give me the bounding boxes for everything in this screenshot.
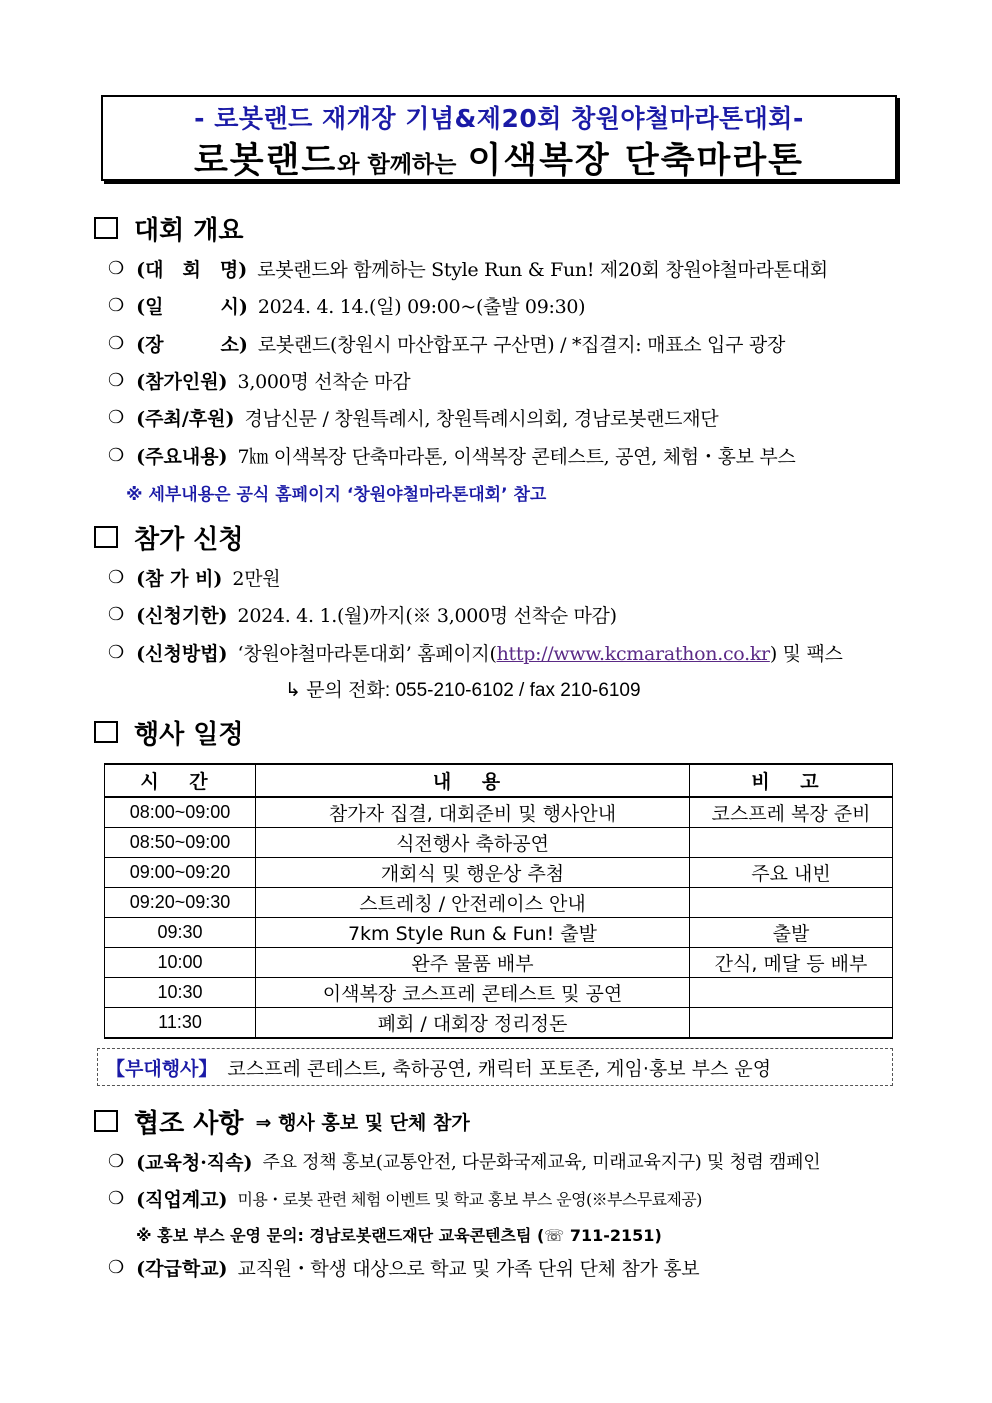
table-row bbox=[105, 858, 893, 888]
side-event-value: 코스프레 콘테스트, 축하공연, 캐릭터 포토존, 게임·홍보 부스 운영 bbox=[227, 1057, 772, 1080]
row-value: 경남신문 / 창원특례시, 창원특례시의회, 경남로봇랜드재단 bbox=[244, 407, 719, 430]
circle-bullet-icon: ❍ bbox=[108, 332, 125, 354]
row-label: (교육청·직속) bbox=[136, 1151, 253, 1174]
overview-row-participants bbox=[108, 365, 410, 395]
apply-row-deadline bbox=[108, 599, 617, 629]
title-box bbox=[101, 95, 897, 181]
apply-row-fee bbox=[108, 562, 280, 592]
cell-time: 10:00 bbox=[105, 948, 256, 978]
cell-time: 08:50~09:00 bbox=[105, 828, 256, 858]
coop-row-education bbox=[108, 1146, 820, 1176]
overview-row-place bbox=[108, 328, 785, 358]
cell-note bbox=[690, 1008, 893, 1039]
method-text-b: ) 및 팩스 bbox=[769, 642, 843, 665]
table-row bbox=[105, 918, 893, 948]
row-label: (신청기한) bbox=[136, 604, 228, 627]
row-label: (직업계고) bbox=[136, 1188, 228, 1211]
section-schedule-heading bbox=[94, 716, 244, 748]
section-schedule-title: 행사 일정 bbox=[134, 719, 244, 750]
row-value: 로봇랜드(창원시 마산합포구 구산면) / *집결지: 매표소 입구 광장 bbox=[257, 333, 786, 356]
cell-content: 개회식 및 행운상 추첨 bbox=[256, 858, 690, 888]
circle-bullet-icon: ❍ bbox=[108, 641, 125, 663]
row-value: 2만원 bbox=[232, 567, 281, 590]
row-value: 주요 정책 홍보(교통안전, 다문화국제교육, 미래교육지구) 및 청렴 캠페인 bbox=[262, 1152, 821, 1173]
cell-content: 폐회 / 대회장 정리정돈 bbox=[256, 1008, 690, 1039]
row-label: (주요내용) bbox=[136, 445, 228, 468]
schedule-table bbox=[104, 763, 893, 1039]
table-header-row bbox=[105, 764, 893, 797]
side-event-label: 【부대행사】 bbox=[106, 1057, 218, 1080]
row-label: (대 회 명) bbox=[136, 258, 248, 281]
row-value: 2024. 4. 1.(월)까지(※ 3,000명 선착순 마감) bbox=[237, 604, 617, 627]
cell-time: 09:30 bbox=[105, 918, 256, 948]
circle-bullet-icon: ❍ bbox=[108, 1150, 125, 1172]
header-content: 내 용 bbox=[256, 764, 690, 797]
table-row bbox=[105, 828, 893, 858]
circle-bullet-icon: ❍ bbox=[108, 406, 125, 428]
section-apply-heading bbox=[94, 521, 244, 553]
circle-bullet-icon: ❍ bbox=[108, 603, 125, 625]
table-row bbox=[105, 978, 893, 1008]
cell-time: 10:30 bbox=[105, 978, 256, 1008]
row-value: 미용・로봇 관련 체험 이벤트 및 학교 홍보 부스 운영(※부스무료제공) bbox=[237, 1189, 702, 1209]
row-label: (주최/후원) bbox=[136, 407, 235, 430]
section-coop-heading bbox=[94, 1105, 470, 1137]
apply-contact-note: ↳ 문의 전화: 055-210-6102 / fax 210-6109 bbox=[285, 680, 641, 701]
checkbox-square-icon bbox=[94, 721, 118, 743]
row-value: 7㎞ 이색복장 단축마라톤, 이색복장 콘테스트, 공연, 체험・홍보 부스 bbox=[237, 445, 796, 468]
cell-content: 참가자 집결, 대회준비 및 행사안내 bbox=[256, 797, 690, 828]
overview-row-host bbox=[108, 402, 718, 432]
checkbox-square-icon bbox=[94, 1110, 118, 1132]
method-text-a: ‘창원야철마라톤대회’ 홈페이지( bbox=[237, 642, 497, 665]
section-coop-title: 협조 사항 bbox=[134, 1108, 244, 1139]
overview-note: ※ 세부내용은 공식 홈페이지 ‘창원야철마라톤대회’ 참고 bbox=[126, 485, 547, 505]
overview-row-content bbox=[108, 440, 795, 470]
table-row bbox=[105, 948, 893, 978]
apply-row-method bbox=[108, 637, 843, 667]
table-row bbox=[105, 1008, 893, 1039]
checkbox-square-icon bbox=[94, 526, 118, 548]
cell-content: 완주 물품 배부 bbox=[256, 948, 690, 978]
checkbox-square-icon bbox=[94, 217, 118, 239]
homepage-link[interactable]: http://www.kcmarathon.co.kr bbox=[496, 642, 770, 665]
title-main-robotland: 로봇랜드 bbox=[194, 141, 338, 181]
circle-bullet-icon: ❍ bbox=[108, 257, 125, 279]
circle-bullet-icon: ❍ bbox=[108, 294, 125, 316]
header-time: 시 간 bbox=[105, 764, 256, 797]
cell-content: 식전행사 축하공연 bbox=[256, 828, 690, 858]
row-value: 교직원・학생 대상으로 학교 및 가족 단위 단체 참가 홍보 bbox=[237, 1257, 700, 1280]
cell-note: 출발 bbox=[690, 918, 893, 948]
overview-row-name bbox=[108, 253, 828, 283]
circle-bullet-icon: ❍ bbox=[108, 444, 125, 466]
title-main bbox=[103, 133, 895, 183]
row-value: 로봇랜드와 함께하는 Style Run & Fun! 제20회 창원야철마라톤대회 bbox=[257, 258, 828, 281]
section-apply-title: 참가 신청 bbox=[134, 524, 244, 555]
circle-bullet-icon: ❍ bbox=[108, 1256, 125, 1278]
cell-content: 7km Style Run & Fun! 출발 bbox=[256, 918, 690, 948]
title-main-with: 와 함께하는 bbox=[337, 152, 457, 178]
cell-note: 주요 내빈 bbox=[690, 858, 893, 888]
cell-time: 09:00~09:20 bbox=[105, 858, 256, 888]
row-label: (일 시) bbox=[136, 295, 248, 318]
title-subheading: - 로봇랜드 재개장 기념&제20회 창원야철마라톤대회- bbox=[194, 104, 804, 133]
row-value: 3,000명 선착순 마감 bbox=[237, 370, 411, 393]
section-overview-heading bbox=[94, 212, 244, 244]
cell-note: 간식, 메달 등 배부 bbox=[690, 948, 893, 978]
row-label: (각급학교) bbox=[136, 1257, 228, 1280]
cell-note: 코스프레 복장 준비 bbox=[690, 797, 893, 828]
cell-note bbox=[690, 888, 893, 918]
cell-time: 11:30 bbox=[105, 1008, 256, 1039]
title-main-marathon: 이색복장 단축마라톤 bbox=[467, 141, 804, 181]
section-coop-subtitle: ⇒ 행사 홍보 및 단체 참가 bbox=[255, 1111, 470, 1134]
table-row bbox=[105, 797, 893, 828]
cell-time: 08:00~09:00 bbox=[105, 797, 256, 828]
row-label: (장 소) bbox=[136, 333, 248, 356]
header-note: 비 고 bbox=[690, 764, 893, 797]
coop-row-schools bbox=[108, 1252, 699, 1282]
row-label: (신청방법) bbox=[136, 642, 228, 665]
row-label: (참가인원) bbox=[136, 370, 228, 393]
row-value: 2024. 4. 14.(일) 09:00~(출발 09:30) bbox=[257, 295, 586, 318]
circle-bullet-icon: ❍ bbox=[108, 369, 125, 391]
section-overview-title: 대회 개요 bbox=[134, 215, 244, 246]
row-value bbox=[238, 639, 843, 666]
table-row bbox=[105, 888, 893, 918]
side-event-box bbox=[97, 1048, 893, 1086]
cell-note bbox=[690, 828, 893, 858]
circle-bullet-icon: ❍ bbox=[108, 1187, 125, 1209]
cell-note bbox=[690, 978, 893, 1008]
cell-content: 스트레칭 / 안전레이스 안내 bbox=[256, 888, 690, 918]
row-label: (참 가 비) bbox=[136, 567, 223, 590]
cell-content: 이색복장 코스프레 콘테스트 및 공연 bbox=[256, 978, 690, 1008]
cell-time: 09:20~09:30 bbox=[105, 888, 256, 918]
coop-row-vocational bbox=[108, 1183, 702, 1213]
overview-row-date bbox=[108, 290, 585, 320]
circle-bullet-icon: ❍ bbox=[108, 566, 125, 588]
coop-contact-note: ※ 홍보 부스 운영 문의: 경남로봇랜드재단 교육콘텐츠팀 (☏ 711-2151) bbox=[136, 1226, 662, 1245]
